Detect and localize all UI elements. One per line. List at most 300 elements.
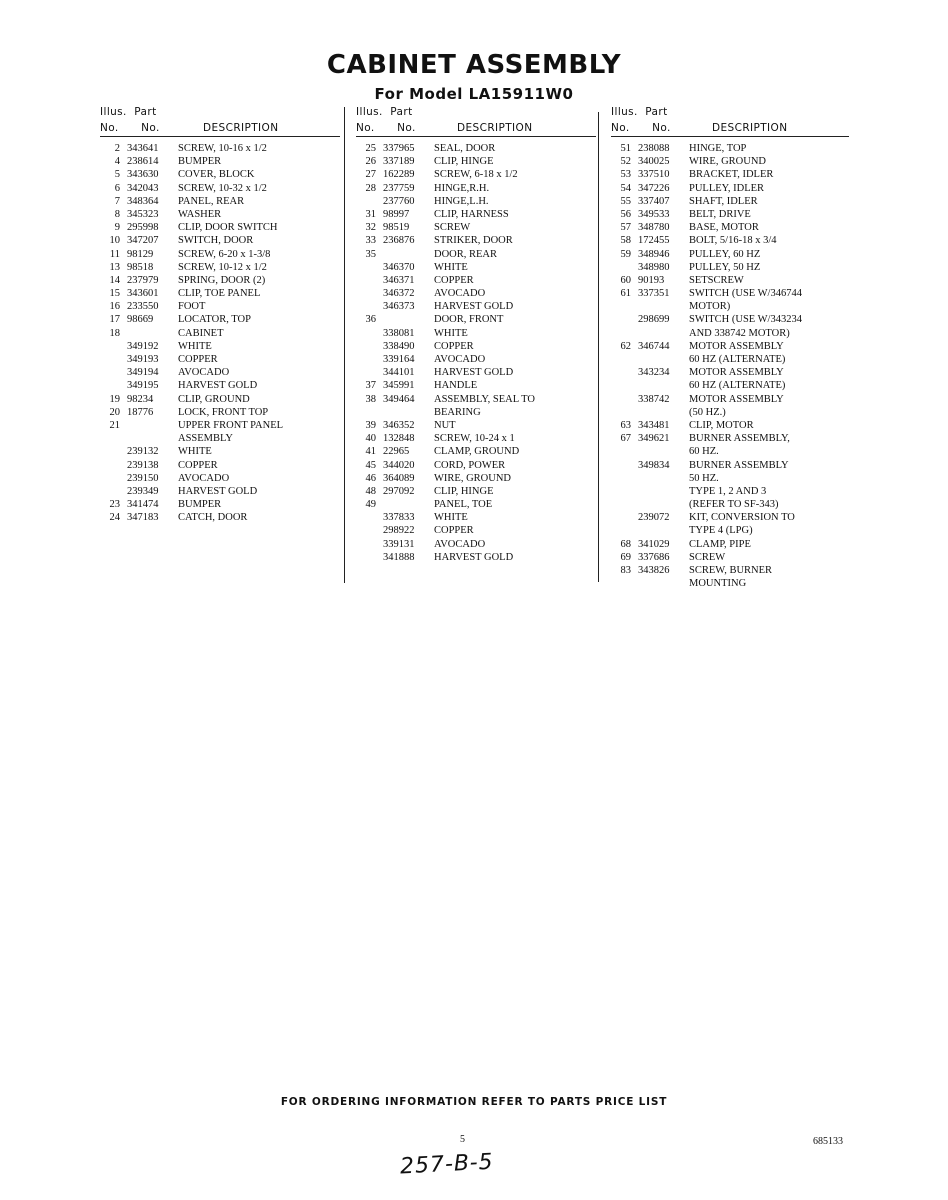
part-no: 348980	[638, 261, 670, 273]
table-row	[611, 234, 849, 247]
table-row	[611, 577, 849, 590]
table-row	[100, 366, 340, 379]
illus-no: 20	[109, 406, 120, 418]
table-row	[611, 511, 849, 524]
description: CLAMP, PIPE	[689, 538, 751, 550]
illus-no: 16	[109, 301, 120, 313]
table-row	[611, 221, 849, 234]
table-row	[356, 406, 596, 419]
description: SCREW	[434, 222, 471, 234]
description: AVOCADO	[434, 538, 486, 550]
part-no: 339131	[383, 538, 415, 550]
description: CLIP, MOTOR	[689, 419, 754, 431]
column-divider	[598, 112, 599, 582]
description: 60 HZ (ALTERNATE)	[689, 354, 786, 365]
illus-no: 63	[620, 419, 631, 431]
description: COPPER	[434, 525, 474, 537]
illus-no: 67	[620, 433, 631, 445]
description: HINGE,R.H.	[434, 182, 490, 194]
table-row	[356, 248, 596, 261]
table-row	[611, 274, 849, 287]
table-row	[611, 261, 849, 274]
table-row	[100, 406, 340, 419]
part-no: 338081	[383, 327, 415, 339]
part-no: 341474	[127, 499, 159, 511]
description: SCREW, BURNER	[689, 565, 773, 576]
description: WHITE	[178, 340, 212, 352]
table-row	[356, 419, 596, 432]
table-row	[356, 221, 596, 234]
table-row	[611, 459, 849, 472]
table-row	[356, 366, 596, 379]
table-row	[100, 353, 340, 366]
illus-no: 26	[365, 156, 376, 168]
table-row	[611, 472, 849, 485]
description: SCREW, 10-12 x 1/2	[178, 261, 267, 273]
part-no: 349834	[638, 459, 670, 471]
illus-no: 55	[620, 195, 631, 207]
table-row	[611, 248, 849, 261]
part-no: 337407	[638, 195, 670, 207]
part-no: 22965	[383, 446, 410, 458]
illus-no: 32	[365, 222, 376, 234]
illus-no: 18	[109, 327, 120, 339]
part-no: 172455	[638, 235, 670, 247]
part-no: 343601	[127, 288, 159, 300]
table-row	[100, 511, 340, 524]
illus-no: 35	[365, 248, 376, 260]
illus-no: 14	[109, 274, 120, 286]
illus-no: 41	[365, 446, 376, 458]
illus-no: 57	[620, 222, 631, 234]
table-row	[100, 379, 340, 392]
table-row	[356, 498, 596, 511]
part-no: 364089	[383, 472, 415, 484]
description: CLIP, DOOR SWITCH	[178, 222, 278, 234]
part-no: 337965	[383, 143, 415, 154]
part-no: 347183	[127, 512, 159, 524]
table-row	[611, 551, 849, 564]
illus-no: 8	[114, 208, 120, 220]
illus-no: 83	[620, 565, 631, 576]
header-rule	[611, 136, 849, 137]
table-row	[100, 261, 340, 274]
illus-no: 25	[365, 143, 376, 154]
description: 60 HZ.	[689, 446, 719, 458]
table-row	[356, 327, 596, 340]
table-row	[356, 287, 596, 300]
illus-no: 60	[620, 274, 631, 286]
description: PULLEY, 60 HZ	[689, 248, 761, 260]
illus-no: 31	[365, 208, 376, 220]
table-row	[356, 182, 596, 195]
description: CATCH, DOOR	[178, 512, 248, 524]
part-no: 238614	[127, 156, 159, 168]
description: MOTOR ASSEMBLY	[689, 340, 784, 352]
table-row	[611, 208, 849, 221]
description: SWITCH, DOOR	[178, 235, 254, 247]
table-row	[611, 327, 849, 340]
part-no: 349621	[638, 433, 670, 445]
table-row	[611, 195, 849, 208]
document-number: 685133	[813, 1136, 843, 1147]
handwritten-note: 257-B-5	[399, 1149, 495, 1180]
description: AVOCADO	[434, 288, 486, 300]
part-no: 347207	[127, 235, 159, 247]
description: SCREW, 6-20 x 1-3/8	[178, 248, 271, 260]
table-row	[356, 155, 596, 168]
part-no: 98518	[127, 261, 154, 273]
header-illus-part: Illus. Part	[356, 106, 413, 118]
part-no: 349195	[127, 380, 159, 392]
table-row	[100, 313, 340, 326]
part-no: 337833	[383, 512, 415, 524]
description: HARVEST GOLD	[434, 301, 514, 313]
description: MOTOR)	[689, 301, 731, 313]
illus-no: 53	[620, 169, 631, 181]
header-description: DESCRIPTION	[203, 122, 279, 134]
illus-no: 58	[620, 235, 631, 247]
column-header	[100, 105, 340, 137]
part-no: 346744	[638, 340, 670, 352]
column-divider	[344, 107, 345, 583]
description: BUMPER	[178, 499, 222, 511]
description: MOTOR ASSEMBLY	[689, 367, 784, 379]
description: TYPE 1, 2 AND 3	[689, 485, 767, 497]
table-row	[100, 234, 340, 247]
table-row	[100, 432, 340, 445]
table-row	[356, 379, 596, 392]
table-row	[100, 168, 340, 181]
description: ASSEMBLY, SEAL TO	[434, 393, 535, 405]
description: HARVEST GOLD	[178, 485, 258, 497]
description: SPRING, DOOR (2)	[178, 274, 266, 286]
part-no: 337189	[383, 156, 415, 168]
column-header	[356, 105, 596, 137]
part-no: 345323	[127, 208, 159, 220]
table-row	[100, 221, 340, 234]
part-no: 346370	[383, 261, 415, 273]
table-row	[611, 524, 849, 537]
table-row	[611, 498, 849, 511]
description: SCREW	[689, 551, 726, 563]
table-row	[356, 261, 596, 274]
table-row	[100, 142, 340, 155]
table-row	[611, 168, 849, 181]
part-no: 98519	[383, 222, 410, 234]
illus-no: 27	[365, 169, 376, 181]
part-no: 343234	[638, 367, 670, 379]
model-subtitle: For Model LA15911W0	[374, 85, 574, 103]
part-no: 338490	[383, 340, 415, 352]
description: CLIP, HARNESS	[434, 208, 509, 220]
table-row	[356, 551, 596, 564]
part-no: 239150	[127, 472, 159, 484]
description: DOOR, FRONT	[434, 314, 504, 326]
part-no: 348364	[127, 195, 159, 207]
description: PULLEY, 50 HZ	[689, 261, 761, 273]
illus-no: 23	[109, 499, 120, 511]
illus-no: 49	[365, 499, 376, 511]
table-row	[356, 234, 596, 247]
table-row	[100, 274, 340, 287]
illus-no: 9	[114, 222, 120, 234]
description: WHITE	[434, 261, 468, 273]
description: WHITE	[178, 446, 212, 458]
part-no: 295998	[127, 222, 159, 234]
description: COPPER	[178, 459, 218, 471]
table-row	[356, 168, 596, 181]
illus-no: 37	[365, 380, 376, 392]
table-row	[611, 313, 849, 326]
part-no: 340025	[638, 156, 670, 168]
description: COPPER	[434, 274, 474, 286]
column-header	[611, 105, 849, 137]
part-no: 346372	[383, 288, 415, 300]
description: BURNER ASSEMBLY,	[689, 433, 790, 445]
description: CABINET	[178, 327, 224, 339]
description: HARVEST GOLD	[434, 551, 514, 563]
part-no: 349194	[127, 367, 159, 379]
table-row	[611, 432, 849, 445]
part-no: 349464	[383, 393, 415, 405]
header-description: DESCRIPTION	[712, 122, 788, 134]
table-row	[100, 340, 340, 353]
description: HINGE, TOP	[689, 143, 747, 154]
illus-no: 45	[365, 459, 376, 471]
description: WHITE	[434, 512, 468, 524]
part-no: 339164	[383, 354, 415, 365]
illus-no: 19	[109, 393, 120, 405]
illus-no: 24	[109, 512, 120, 524]
table-row	[611, 340, 849, 353]
description: BOLT, 5/16-18 x 3/4	[689, 235, 777, 247]
part-no: 348946	[638, 248, 670, 260]
description: ASSEMBLY	[178, 433, 233, 445]
illus-no: 52	[620, 156, 631, 168]
description: PANEL, REAR	[178, 195, 245, 207]
part-no: 344020	[383, 459, 415, 471]
description: SHAFT, IDLER	[689, 195, 758, 207]
part-no: 239138	[127, 459, 159, 471]
table-row	[611, 287, 849, 300]
description: SETSCREW	[689, 274, 744, 286]
illus-no: 46	[365, 472, 376, 484]
illus-no: 51	[620, 143, 631, 154]
part-no: 341888	[383, 551, 415, 563]
table-row	[100, 393, 340, 406]
table-row	[611, 379, 849, 392]
table-row	[356, 142, 596, 155]
description: SCREW, 10-32 x 1/2	[178, 182, 267, 194]
table-row	[100, 498, 340, 511]
description: LOCATOR, TOP	[178, 314, 251, 326]
table-row	[356, 432, 596, 445]
part-no: 343630	[127, 169, 159, 181]
table-row	[100, 208, 340, 221]
description: HARVEST GOLD	[178, 380, 258, 392]
part-no: 346352	[383, 419, 415, 431]
description: AVOCADO	[178, 367, 230, 379]
table-row	[100, 485, 340, 498]
table-row	[356, 472, 596, 485]
description: COPPER	[178, 354, 218, 365]
part-no: 239349	[127, 485, 159, 497]
part-no: 349192	[127, 340, 159, 352]
part-no: 98997	[383, 208, 410, 220]
table-row	[356, 393, 596, 406]
part-no: 337686	[638, 551, 670, 563]
illus-no: 68	[620, 538, 631, 550]
ordering-info-footer: FOR ORDERING INFORMATION REFER TO PARTS PRICE LIST	[280, 1096, 668, 1108]
description: CLIP, HINGE	[434, 485, 494, 497]
description: 50 HZ.	[689, 472, 719, 484]
header-illus-part: Illus. Part	[100, 106, 157, 118]
part-no: 237759	[383, 182, 415, 194]
illus-no: 33	[365, 235, 376, 247]
illus-no: 6	[114, 182, 120, 194]
illus-no: 15	[109, 288, 120, 300]
illus-no: 21	[109, 419, 120, 431]
description: SCREW, 6-18 x 1/2	[434, 169, 518, 181]
part-no: 343641	[127, 143, 159, 154]
part-no: 344101	[383, 367, 415, 379]
part-no: 237760	[383, 195, 415, 207]
table-row	[611, 353, 849, 366]
table-row	[356, 313, 596, 326]
description: FOOT	[178, 301, 206, 313]
description: WIRE, GROUND	[434, 472, 511, 484]
table-row	[356, 300, 596, 313]
description: AND 338742 MOTOR)	[689, 327, 790, 339]
illus-no: 59	[620, 248, 631, 260]
table-row	[100, 155, 340, 168]
description: AVOCADO	[434, 354, 486, 365]
table-row	[100, 459, 340, 472]
description: HARVEST GOLD	[434, 367, 514, 379]
part-no: 98129	[127, 248, 154, 260]
description: PULLEY, IDLER	[689, 182, 765, 194]
header-description: DESCRIPTION	[457, 122, 533, 134]
description: MOUNTING	[689, 578, 747, 590]
part-no: 337510	[638, 169, 670, 181]
table-row	[611, 538, 849, 551]
part-no: 239132	[127, 446, 159, 458]
table-row	[356, 485, 596, 498]
description: (50 HZ.)	[689, 406, 726, 418]
illus-no: 48	[365, 485, 376, 497]
table-row	[611, 445, 849, 458]
parts-rows	[611, 142, 849, 590]
description: SWITCH (USE W/343234	[689, 314, 802, 326]
part-no: 346373	[383, 301, 415, 313]
description: COVER, BLOCK	[178, 169, 255, 181]
header-no: No. No.	[356, 122, 416, 134]
description: HANDLE	[434, 380, 478, 392]
illus-no: 61	[620, 288, 631, 300]
part-no: 346371	[383, 274, 415, 286]
part-no: 98234	[127, 393, 154, 405]
description: SWITCH (USE W/346744	[689, 288, 802, 300]
part-no: 162289	[383, 169, 415, 181]
illus-no: 54	[620, 182, 631, 194]
table-row	[611, 366, 849, 379]
part-no: 237979	[127, 274, 159, 286]
description: SCREW, 10-24 x 1	[434, 433, 515, 445]
parts-rows	[356, 142, 596, 564]
table-row	[100, 445, 340, 458]
description: DOOR, REAR	[434, 248, 498, 260]
header-no: No. No.	[100, 122, 160, 134]
table-row	[100, 195, 340, 208]
description: (REFER TO SF-343)	[689, 499, 779, 511]
part-no: 98669	[127, 314, 154, 326]
table-row	[356, 445, 596, 458]
description: AVOCADO	[178, 472, 230, 484]
table-row	[611, 155, 849, 168]
table-row	[611, 182, 849, 195]
description: UPPER FRONT PANEL	[178, 419, 284, 431]
illus-no: 69	[620, 551, 631, 563]
table-row	[611, 564, 849, 577]
parts-rows	[100, 142, 340, 524]
table-row	[356, 353, 596, 366]
table-row	[356, 340, 596, 353]
part-no: 343481	[638, 419, 670, 431]
part-no: 342043	[127, 182, 159, 194]
table-row	[356, 208, 596, 221]
part-no: 90193	[638, 274, 665, 286]
illus-no: 38	[365, 393, 376, 405]
description: BELT, DRIVE	[689, 208, 751, 220]
table-row	[100, 300, 340, 313]
part-no: 343826	[638, 565, 670, 576]
table-row	[100, 419, 340, 432]
header-rule	[100, 136, 340, 137]
table-row	[611, 142, 849, 155]
description: WASHER	[178, 208, 222, 220]
table-row	[356, 274, 596, 287]
description: MOTOR ASSEMBLY	[689, 393, 784, 405]
table-row	[356, 524, 596, 537]
part-no: 338742	[638, 393, 670, 405]
illus-no: 36	[365, 314, 376, 326]
table-row	[611, 419, 849, 432]
part-no: 238088	[638, 143, 670, 154]
description: BRACKET, IDLER	[689, 169, 774, 181]
description: CLIP, HINGE	[434, 156, 494, 168]
illus-no: 2	[114, 143, 120, 154]
description: PANEL, TOE	[434, 499, 493, 511]
table-row	[356, 538, 596, 551]
table-row	[356, 459, 596, 472]
part-no: 348780	[638, 222, 670, 234]
table-row	[356, 511, 596, 524]
part-no: 239072	[638, 512, 670, 524]
description: NUT	[434, 419, 456, 431]
header-illus-part: Illus. Part	[611, 106, 668, 118]
illus-no: 7	[114, 195, 120, 207]
description: BUMPER	[178, 156, 222, 168]
part-no: 297092	[383, 485, 415, 497]
illus-no: 40	[365, 433, 376, 445]
description: 60 HZ (ALTERNATE)	[689, 380, 786, 392]
description: SCREW, 10-16 x 1/2	[178, 143, 267, 154]
description: BASE, MOTOR	[689, 222, 759, 234]
illus-no: 10	[109, 235, 120, 247]
illus-no: 11	[109, 248, 120, 260]
description: CLIP, GROUND	[178, 393, 250, 405]
